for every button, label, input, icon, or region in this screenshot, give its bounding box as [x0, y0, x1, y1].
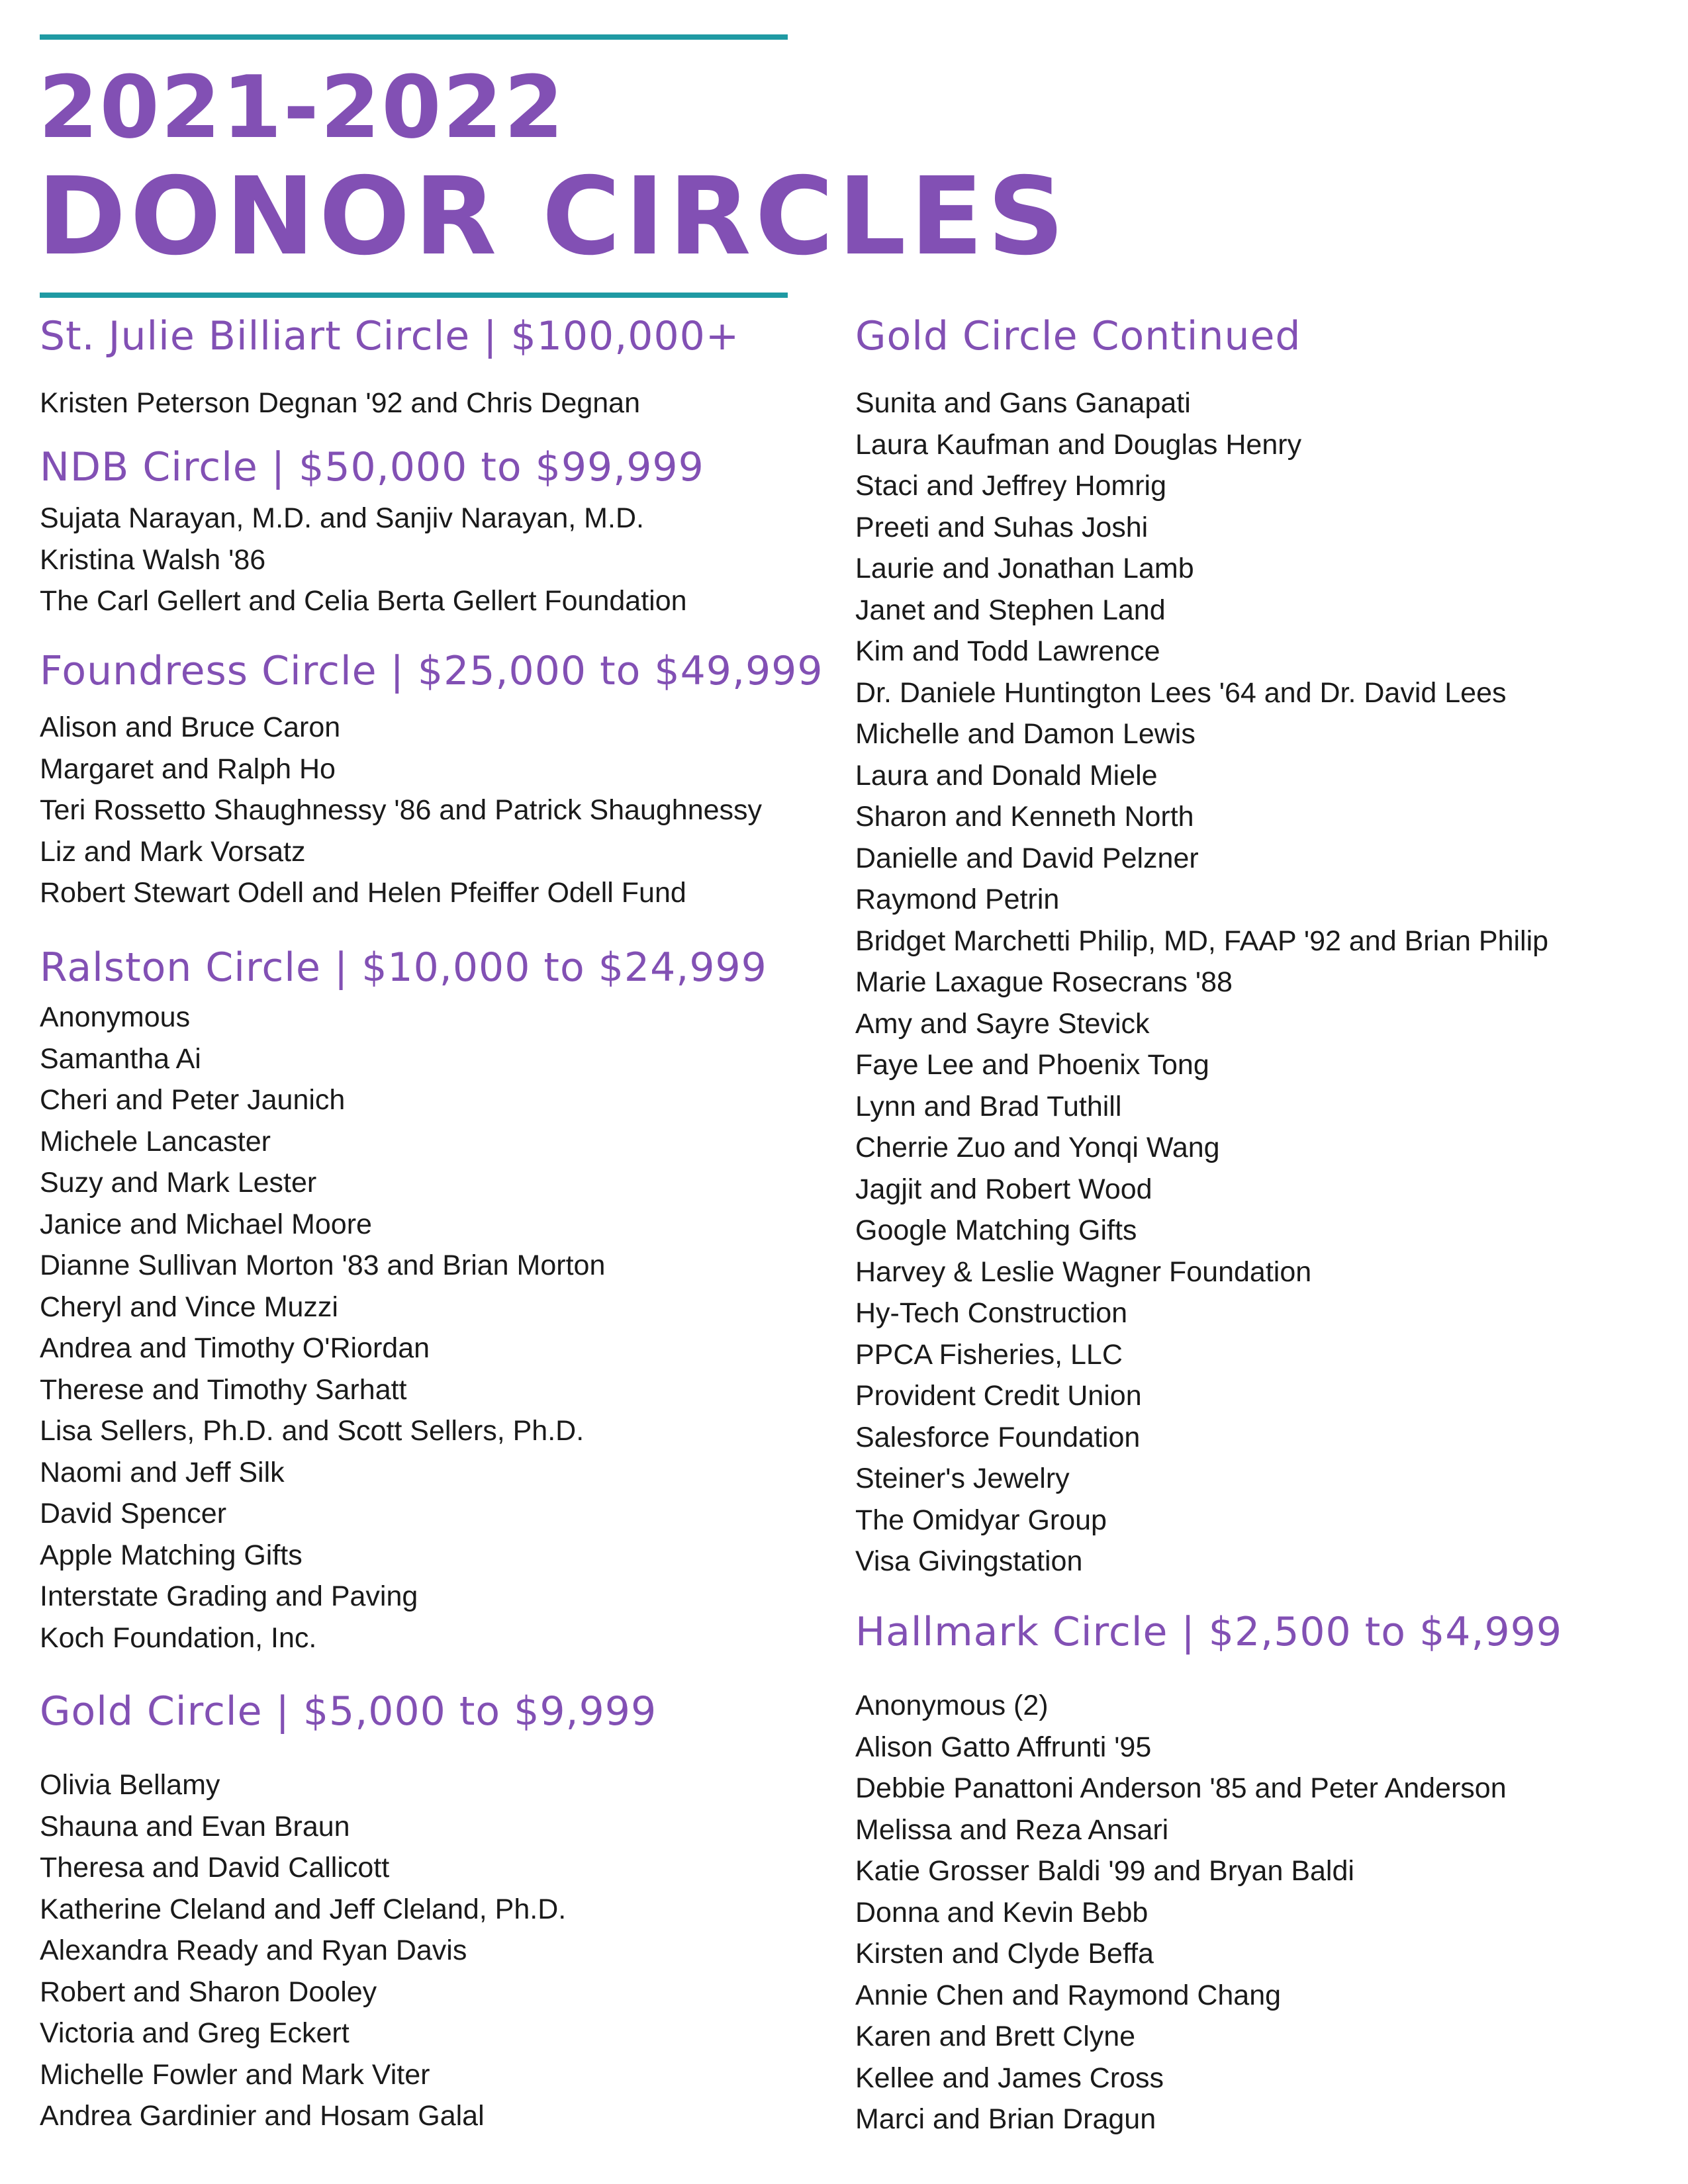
section-gold	[40, 1684, 657, 2137]
donor-name: Raymond Petrin	[855, 884, 1060, 915]
donor-name: Danielle and David Pelzner	[855, 842, 1199, 874]
section-gold-continued	[855, 308, 1548, 1582]
section-heading: Ralston Circle | $10,000 to $24,999	[40, 944, 767, 991]
donor-name: Janet and Stephen Land	[855, 594, 1166, 626]
donor-name: Andrea Gardinier and Hosam Galal	[40, 2100, 485, 2132]
donor-name: Anonymous (2)	[855, 1690, 1049, 1721]
page-title: DONOR CIRCLES	[37, 155, 1068, 279]
donor-name: Donna and Kevin Bebb	[855, 1896, 1149, 1929]
donor-name: Bridget Marchetti Philip, MD, FAAP '92 and Brian Philip	[855, 925, 1549, 957]
donor-name: Alexandra Ready and Ryan Davis	[40, 1934, 467, 1966]
donor-name: Apple Matching Gifts	[40, 1539, 303, 1571]
donor-list	[40, 707, 823, 914]
donor-name: Dianne Sullivan Morton '83 and Brian Morton	[40, 1250, 606, 1281]
section-heading: Foundress Circle | $25,000 to $49,999	[40, 648, 823, 694]
donor-name: The Carl Gellert and Celia Berta Gellert Foundation	[40, 585, 687, 617]
donor-name: David Spencer	[40, 1498, 227, 1529]
donor-name: Teri Rossetto Shaughnessy '86 and Patrick Shaughnessy	[40, 794, 763, 826]
title-year: 2021-2022	[38, 57, 565, 158]
donor-name: Olivia Bellamy	[40, 1769, 220, 1801]
section-ralston	[40, 940, 767, 1659]
donor-name: The Omidyar Group	[855, 1504, 1107, 1536]
donor-name: Annie Chen and Raymond Chang	[855, 1979, 1282, 2011]
donor-name: Interstate Grading and Paving	[40, 1580, 418, 1612]
donor-name: Visa Givingstation	[855, 1545, 1083, 1577]
donor-name: Laura and Donald Miele	[855, 759, 1158, 792]
donor-name: Lisa Sellers, Ph.D. and Scott Sellers, Ph.D.	[40, 1415, 585, 1447]
section-hallmark	[855, 1604, 1562, 2140]
donor-list	[855, 1685, 1562, 2140]
donor-name: Jagjit and Robert Wood	[855, 1173, 1152, 1205]
donor-name: Provident Credit Union	[855, 1380, 1142, 1412]
donor-name: Faye Lee and Phoenix Tong	[855, 1049, 1209, 1081]
donor-name: Karen and Brett Clyne	[855, 2021, 1136, 2052]
donor-name: Katherine Cleland and Jeff Cleland, Ph.D.	[40, 1893, 567, 1925]
donor-name: Steiner's Jewelry	[855, 1463, 1070, 1494]
donor-name: Kristen Peterson Degnan '92 and Chris Degnan	[40, 387, 640, 419]
donor-name: Michelle and Damon Lewis	[855, 718, 1196, 750]
section-heading: NDB Circle | $50,000 to $99,999	[40, 444, 704, 490]
donor-name: Marci and Brian Dragun	[855, 2103, 1156, 2135]
donor-name: Laura Kaufman and Douglas Henry	[855, 428, 1302, 461]
donor-name: Dr. Daniele Huntington Lees '64 and Dr. David Lees	[855, 676, 1507, 709]
donor-name: Cherrie Zuo and Yonqi Wang	[855, 1132, 1220, 1163]
section-foundress	[40, 643, 823, 914]
donor-name: Preeti and Suhas Joshi	[855, 511, 1149, 543]
donor-name: Cheryl and Vince Muzzi	[40, 1291, 338, 1323]
donor-name: Debbie Panattoni Anderson '85 and Peter Anderson	[855, 1772, 1507, 1804]
donor-name: Sunita and Gans Ganapati	[855, 387, 1191, 419]
section-heading: Hallmark Circle | $2,500 to $4,999	[855, 1609, 1563, 1655]
donor-name: Google Matching Gifts	[855, 1214, 1137, 1246]
donor-name: Kirsten and Clyde Beffa	[855, 1938, 1154, 1970]
donor-name: Alison and Bruce Caron	[40, 711, 341, 743]
donor-name: Michelle Fowler and Mark Viter	[40, 2058, 430, 2091]
donor-name: Harvey & Leslie Wagner Foundation	[855, 1255, 1312, 1288]
donor-name: Sujata Narayan, M.D. and Sanjiv Narayan, M.D.	[40, 502, 644, 534]
donor-name: Sharon and Kenneth North	[855, 801, 1194, 833]
section-heading: Gold Circle | $5,000 to $9,999	[40, 1688, 657, 1735]
top-divider	[40, 34, 788, 40]
donor-list	[40, 383, 739, 424]
donor-name: Lynn and Brad Tuthill	[855, 1090, 1122, 1122]
section-heading: Gold Circle Continued	[855, 313, 1301, 359]
donor-name: Suzy and Mark Lester	[40, 1167, 317, 1199]
section-ndb	[40, 439, 704, 622]
donor-name: Shauna and Evan Braun	[40, 1810, 350, 1843]
donor-name: Therese and Timothy Sarhatt	[40, 1373, 407, 1406]
donor-name: Kellee and James Cross	[855, 2062, 1164, 2094]
donor-name: Koch Foundation, Inc.	[40, 1621, 317, 1654]
donor-name: Robert Stewart Odell and Helen Pfeiffer Odell Fund	[40, 877, 686, 909]
donor-name: PPCA Fisheries, LLC	[855, 1338, 1123, 1371]
donor-name: Naomi and Jeff Silk	[40, 1456, 285, 1488]
donor-name: Theresa and David Callicott	[40, 1852, 390, 1884]
donor-name: Michele Lancaster	[40, 1125, 271, 1158]
donor-name: Amy and Sayre Stevick	[855, 1007, 1150, 1040]
donor-name: Hy-Tech Construction	[855, 1297, 1128, 1329]
donor-list	[40, 498, 704, 622]
donor-name: Kristina Walsh '86	[40, 543, 266, 576]
donor-name: Laurie and Jonathan Lamb	[855, 553, 1194, 584]
section-st-julie-billiart	[40, 308, 739, 424]
donor-name: Anonymous	[40, 1001, 191, 1033]
donor-name: Salesforce Foundation	[855, 1421, 1141, 1453]
donor-name: Victoria and Greg Eckert	[40, 2017, 350, 2049]
section-heading: St. Julie Billiart Circle | $100,000+	[40, 313, 740, 359]
donor-name: Katie Grosser Baldi '99 and Bryan Baldi	[855, 1855, 1354, 1887]
donor-name: Janice and Michael Moore	[40, 1208, 372, 1240]
title-divider	[40, 293, 788, 298]
donor-name: Samantha Ai	[40, 1042, 201, 1075]
donor-name: Kim and Todd Lawrence	[855, 635, 1160, 667]
donor-name: Staci and Jeffrey Homrig	[855, 470, 1167, 502]
donor-list	[40, 1764, 657, 2137]
donor-name: Melissa and Reza Ansari	[855, 1813, 1169, 1846]
donor-list	[40, 997, 767, 1659]
donor-name: Robert and Sharon Dooley	[40, 1976, 377, 2008]
donor-name: Marie Laxague Rosecrans '88	[855, 966, 1233, 998]
donor-name: Margaret and Ralph Ho	[40, 752, 336, 785]
donor-name: Cheri and Peter Jaunich	[40, 1084, 346, 1116]
donor-name: Andrea and Timothy O'Riordan	[40, 1332, 430, 1364]
donor-name: Liz and Mark Vorsatz	[40, 835, 306, 868]
donor-name: Alison Gatto Affrunti '95	[855, 1731, 1152, 1763]
donor-list	[855, 383, 1548, 1582]
